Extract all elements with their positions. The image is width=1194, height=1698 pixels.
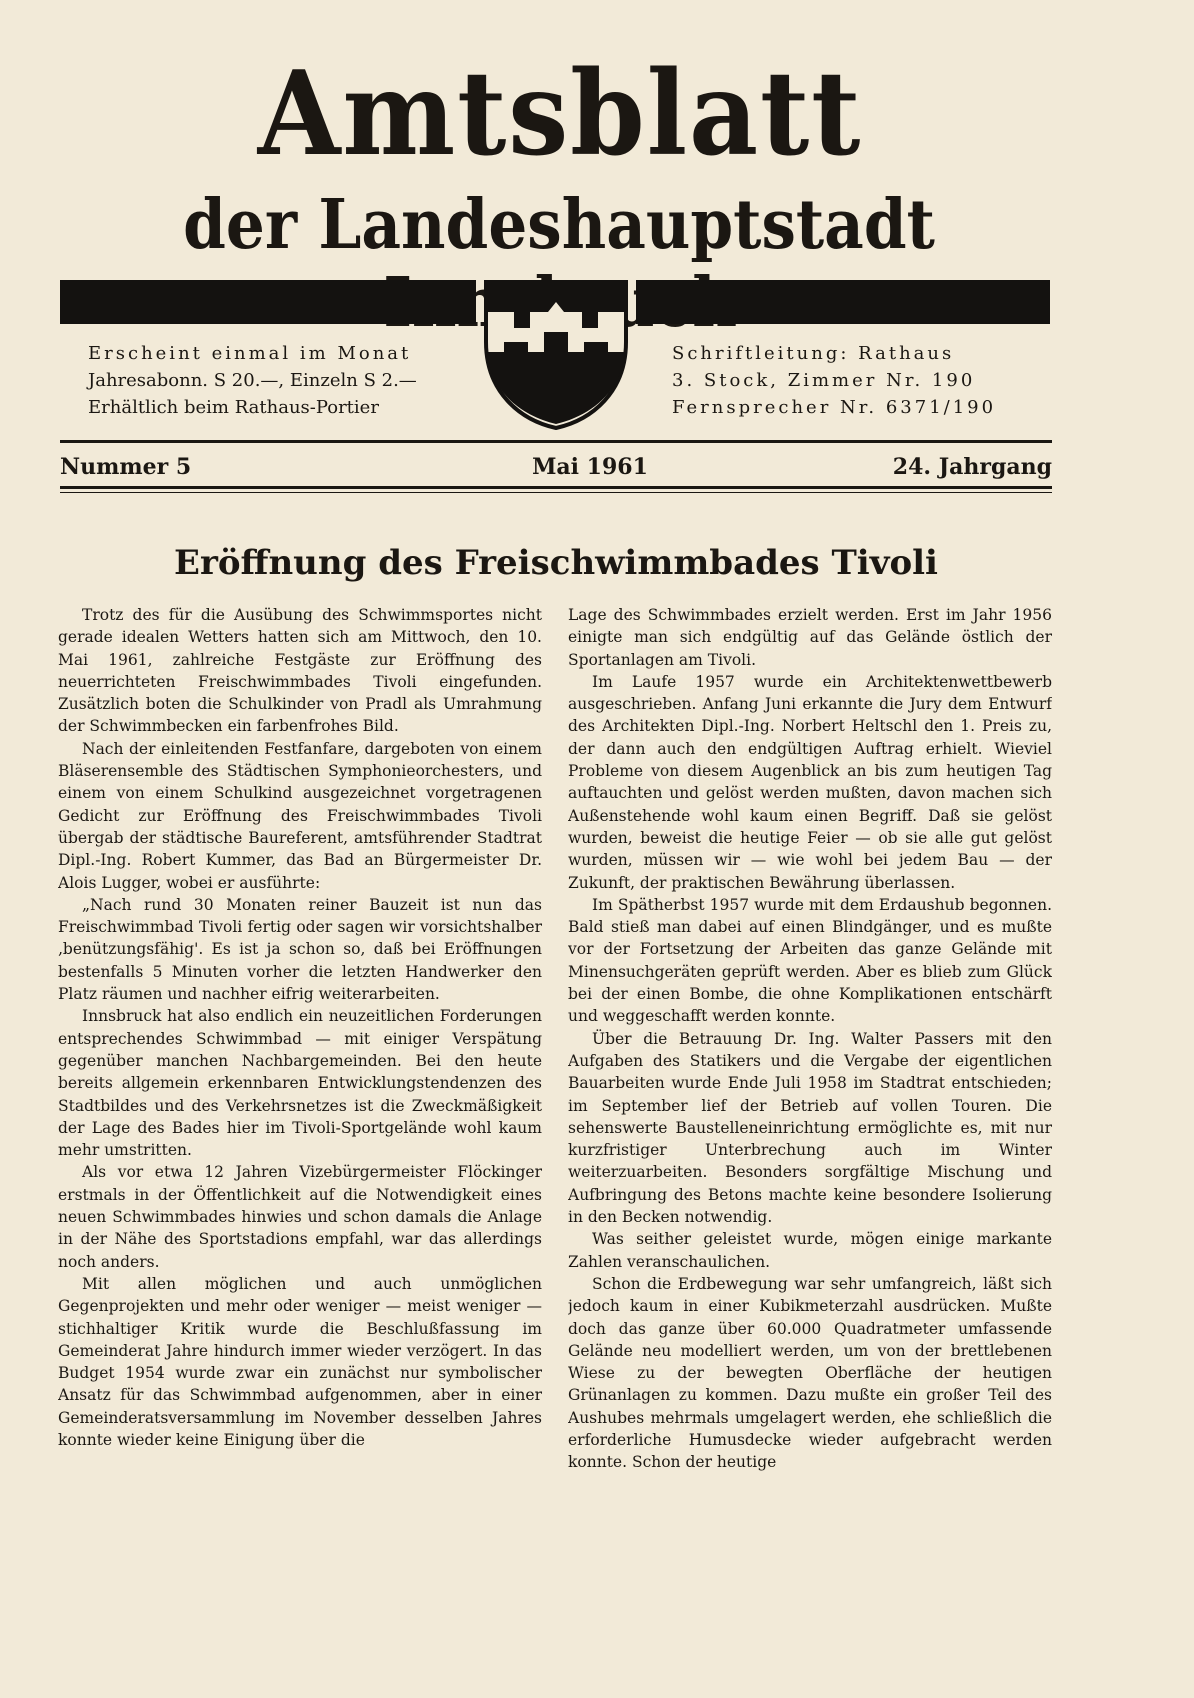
info-line: Fernsprecher Nr. 6371/190 — [672, 397, 997, 418]
article-column-right — [568, 604, 1052, 1668]
info-line: Jahresabonn. S 20.—, Einzeln S 2.— — [88, 370, 417, 391]
paragraph: „Nach rund 30 Monaten reiner Bauzeit ist nun das Freischwimmbad Tivoli fertig oder sagen wir vorsichtshalber ‚benützungsfähig'. Es ist ja schon so, daß bei Eröffnungen bestenfalls 5 Minuten vorher die letzten Handwerker den Platz räumen und nachher eifrig weiterarbeiten. — [58, 895, 542, 1004]
paragraph: Lage des Schwimmbades erzielt werden. Erst im Jahr 1956 einigte man sich endgültig auf das Gelände östlich der Sportanlagen am Tivoli. — [568, 606, 1052, 669]
divider — [60, 486, 1052, 489]
paragraph: Nach der einleitenden Festfanfare, dargeboten von einem Bläserensemble des Städtischen Symphonieorchesters, und einem von einem Schulkind ausgezeichnet vorgetragenen Gedicht zur Eröffnung des Freischwimmbades Tivoli übergab der städtische Baureferent, amtsführender Stadtrat Dipl.-Ing. Robert Kummer, das Bad an Bürgermeister Dr. Alois Lugger, wobei er ausführte: — [58, 739, 542, 892]
masthead-subtitle: der Landeshauptstadt — [183, 185, 935, 265]
article-column-left — [58, 604, 542, 1668]
info-line: Erhältlich beim Rathaus-Portier — [88, 397, 379, 418]
divider — [60, 492, 1052, 493]
paragraph: Innsbruck hat also endlich ein neuzeitlichen Forderungen entsprechendes Schwimmbad — mit einiger Verspätung gegenüber manchen Nachbargemeinden. Bei den heute bereits allgemein erkennbaren Entwicklungstendenzen des Stadtbildes und des Verkehrsnetzes ist die Zweckmäßigkeit der Lage des Bades hier im Tivoli-Sportgelände wohl kaum mehr umstritten. — [58, 1007, 542, 1160]
publication-info — [88, 340, 468, 421]
paragraph: Als vor etwa 12 Jahren Vizebürgermeister Flöckinger erstmals in der Öffentlichkeit auf die Notwendigkeit eines neuen Schwimmbades hinwies und schon damals die Anlage in der Nähe des Sportstadions empfahl, war das allerdings noch anders. — [58, 1163, 542, 1271]
masthead-title: Amtsblatt — [257, 46, 863, 182]
paragraph: Was seither geleistet wurde, mögen einige markante Zahlen veranschaulichen. — [568, 1230, 1052, 1271]
info-line: Erscheint einmal im Monat — [88, 343, 412, 364]
paragraph: Im Laufe 1957 wurde ein Architektenwettbewerb ausgeschrieben. Anfang Juni erkannte die Jury dem Entwurf des Architekten Dipl.-Ing. Norbert Heltschl den 1. Preis zu, der dann auch den endgültigen Auftrag erhielt. Wieviel Probleme von diesem Augenblick an bis zum heutigen Tag auftauchten und gelöst werden mußten, davon machen sich Außenstehende wohl kaum einen Begriff. Daß sie gelöst wurden, beweist die heutige Feier — ob sie alle gut gelöst wurden, müssen wir — wie wohl bei jedem Bau — der Zukunft, der praktischen Bewährung überlassen. — [568, 672, 1052, 892]
issue-number: Nummer 5 — [60, 454, 192, 480]
divider — [60, 440, 1052, 443]
masthead-bar-left — [60, 280, 476, 324]
editorial-info — [672, 340, 1052, 421]
paragraph: Im Spätherbst 1957 wurde mit dem Erdaushub begonnen. Bald stieß man dabei auf einen Blindgänger, und es mußte vor der Fortsetzung der Arbeiten das ganze Gelände mit Minensuchgeräten geprüft werden. Aber es blieb zum Glück bei der einen Bombe, die ohne Komplikationen entschärft und weggeschafft werden konnte. — [568, 895, 1052, 1026]
issue-date: Mai 1961 — [532, 454, 648, 480]
info-line: Schriftleitung: Rathaus — [672, 343, 955, 364]
paragraph: Mit allen möglichen und auch unmöglichen Gegenprojekten und mehr oder weniger — meist weniger — stichhaltiger Kritik wurde die Beschlußfassung im Gemeinderat Jahre hindurch immer wieder verzögert. In das Budget 1954 wurde zwar ein zunächst nur symbolischer Ansatz für das Schwimmbad aufgenommen, aber in einer Gemeinderatsversammlung im November desselben Jahres konnte wieder keine Einigung über die — [58, 1274, 542, 1449]
article-headline: Eröffnung des Freischwimmbades Tivoli — [174, 543, 938, 583]
innsbruck-coat-of-arms-icon — [484, 280, 628, 430]
masthead-bar-right — [636, 280, 1050, 324]
paragraph: Schon die Erdbewegung war sehr umfangreich, läßt sich jedoch kaum in einer Kubikmeterzahl ausdrücken. Mußte doch das ganze über 60.000 Quadratmeter umfassende Gelände neu modelliert werden, um von der brettlebenen Wiese zu der bewegten Oberfläche der heutigen Grünanlagen zu kommen. Dazu mußte ein großer Teil des Aushubes mehrmals umgelagert werden, ehe schließlich die erforderliche Humusdecke wieder aufgebracht werden konnte. Schon der heutige — [568, 1274, 1052, 1472]
paragraph: Trotz des für die Ausübung des Schwimmsportes nicht gerade idealen Wetters hatten sich am Mittwoch, den 10. Mai 1961, zahlreiche Festgäste zur Eröffnung des neuerrichteten Freischwimmbades Tivoli eingefunden. Zusätzlich boten die Schulkinder von Pradl als Umrahmung der Schwimmbecken ein farbenfrohes Bild. — [58, 606, 542, 736]
info-line: 3. Stock, Zimmer Nr. 190 — [672, 370, 976, 391]
issue-volume: 24. Jahrgang — [892, 454, 1052, 480]
paragraph: Über die Betrauung Dr. Ing. Walter Passers mit den Aufgaben des Statikers und die Vergabe der eigentlichen Bauarbeiten wurde Ende Juli 1958 im Stadtrat entschieden; im September lief der Betrieb auf vollen Touren. Die sehenswerte Baustelleneinrichtung ermöglichte es, mit nur kurzfristiger Unterbrechung auch im Winter weiterzuarbeiten. Besonders sorgfältige Mischung und Aufbringung des Betons machte keine besondere Isolierung in den Becken notwendig. — [568, 1029, 1052, 1227]
